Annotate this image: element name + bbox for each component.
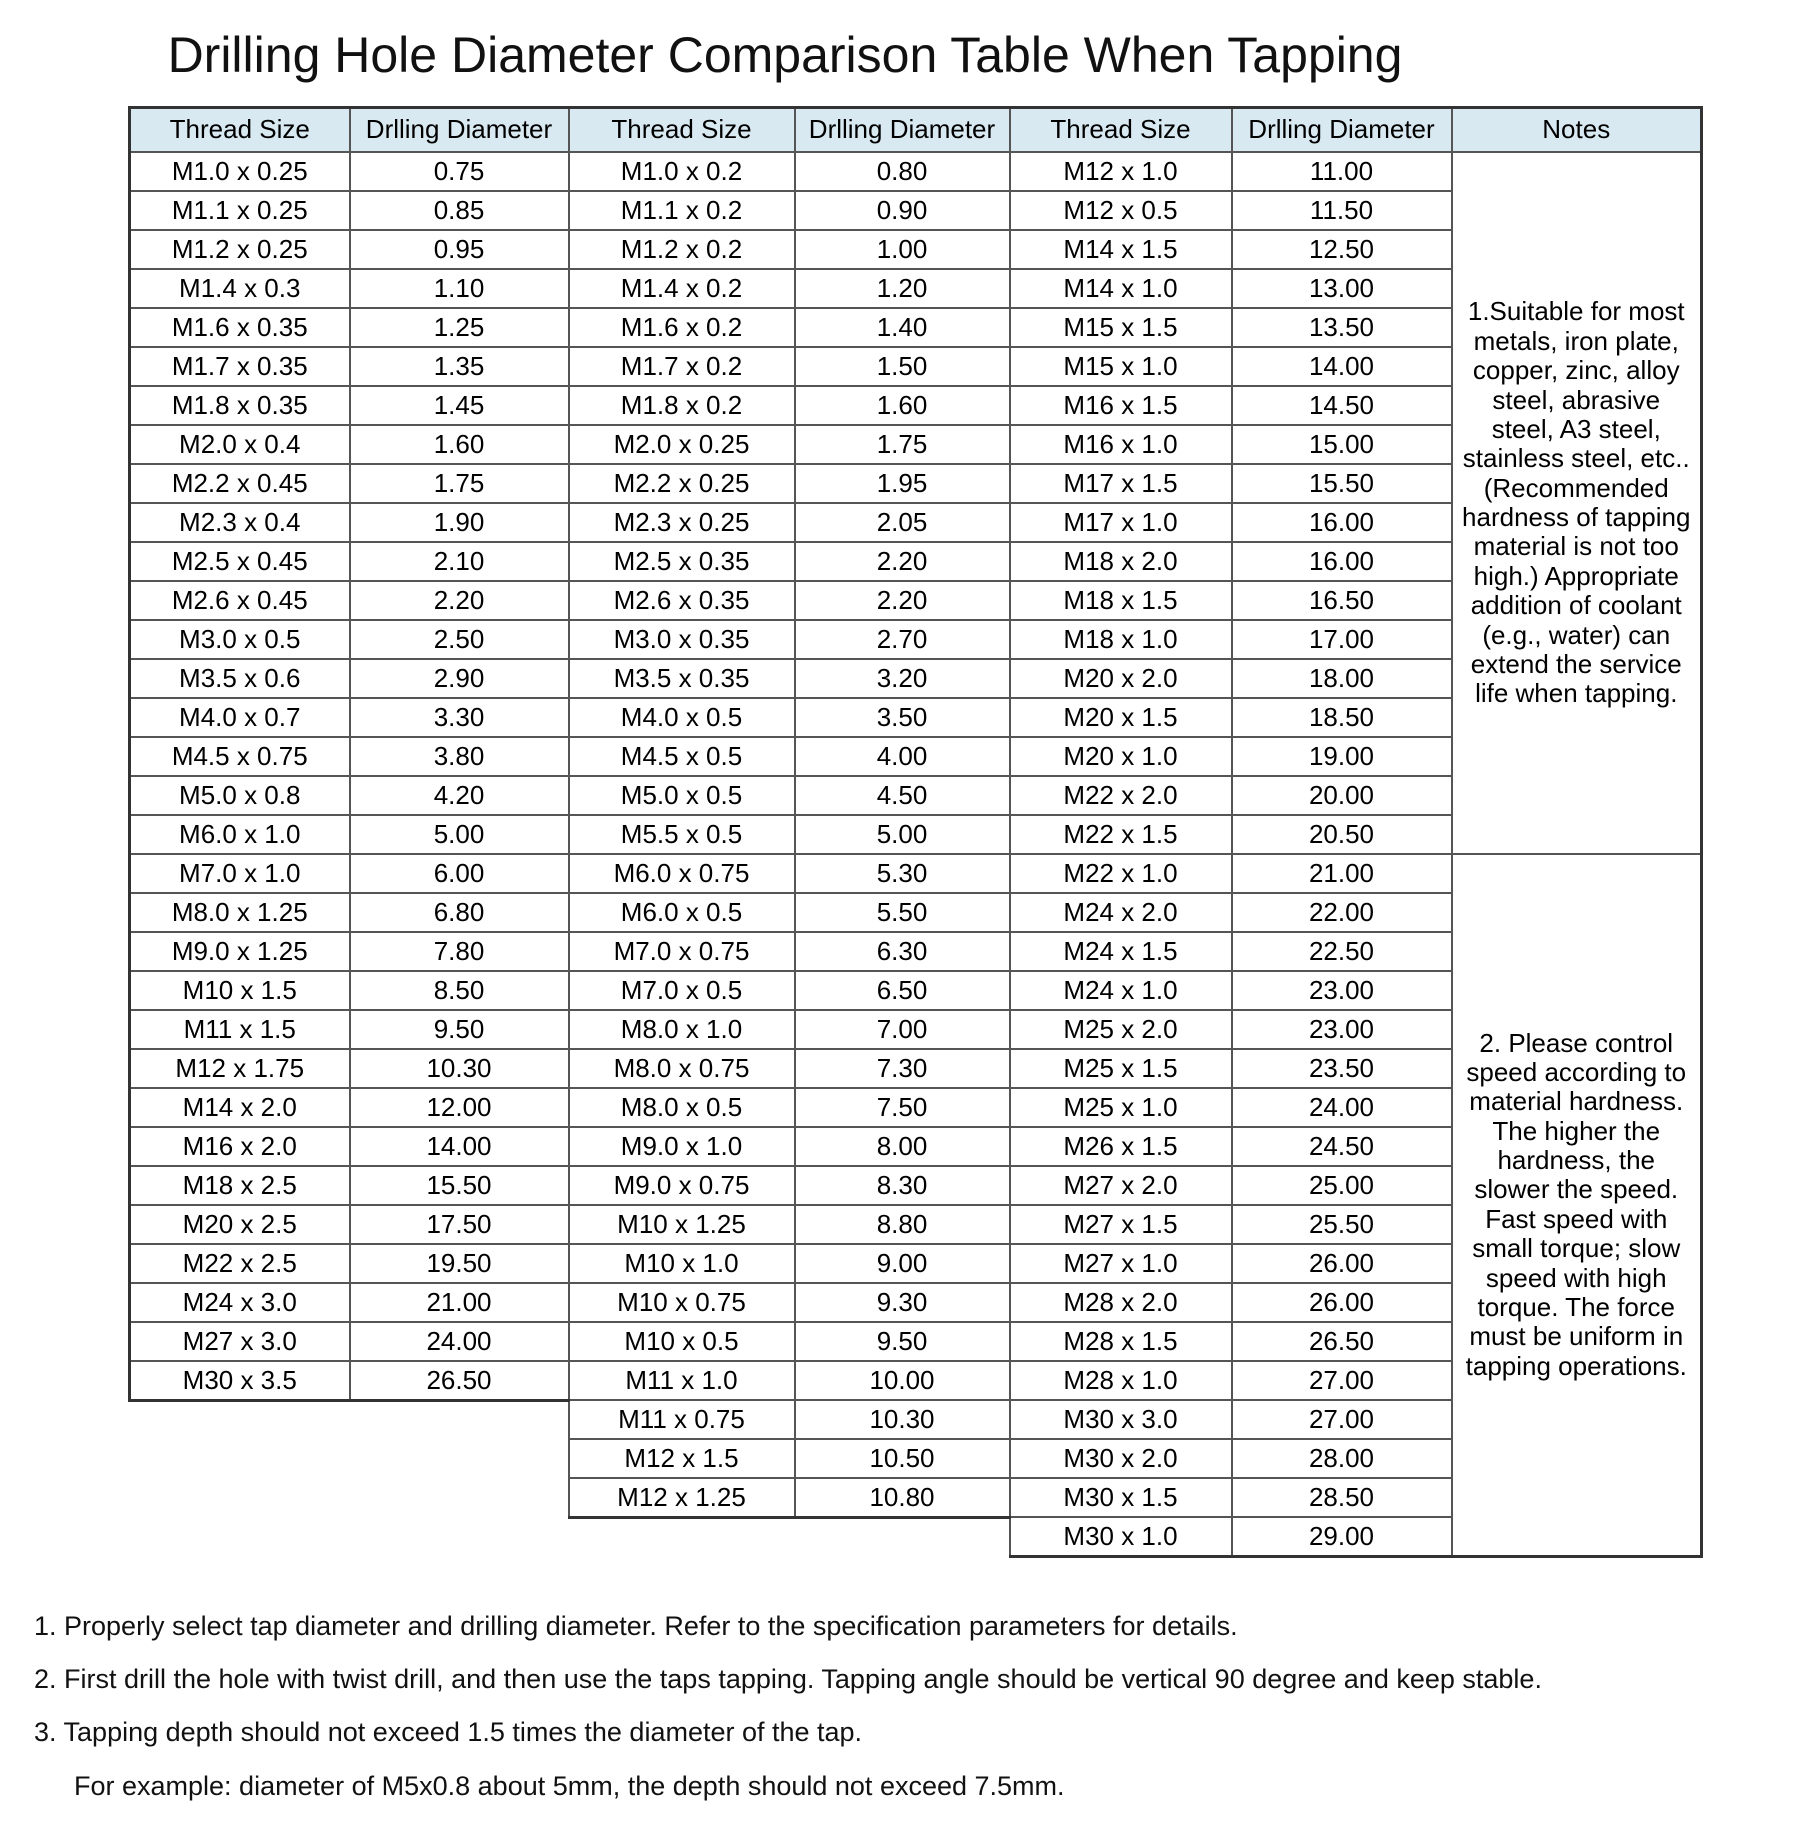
thread-size-cell: M2.5 x 0.45	[130, 542, 350, 581]
thread-size-cell: M8.0 x 1.25	[130, 893, 350, 932]
table-row	[130, 152, 1702, 191]
drilling-diameter-cell: 25.00	[1232, 1166, 1452, 1205]
drilling-diameter-cell: 6.30	[795, 932, 1010, 971]
drilling-diameter-cell: 2.20	[350, 581, 569, 620]
drilling-diameter-cell: 3.50	[795, 698, 1010, 737]
drilling-diameter-cell: 10.30	[350, 1049, 569, 1088]
thread-size-cell: M22 x 1.0	[1010, 854, 1232, 893]
thread-size-cell: M25 x 2.0	[1010, 1010, 1232, 1049]
thread-size-cell: M30 x 1.0	[1010, 1517, 1232, 1556]
drilling-diameter-cell: 2.90	[350, 659, 569, 698]
thread-size-cell: M14 x 1.5	[1010, 230, 1232, 269]
thread-size-cell: M4.5 x 0.75	[130, 737, 350, 776]
drilling-diameter-cell: 16.00	[1232, 503, 1452, 542]
drilling-diameter-cell: 1.90	[350, 503, 569, 542]
thread-size-cell: M7.0 x 1.0	[130, 854, 350, 893]
thread-size-cell: M2.6 x 0.35	[569, 581, 795, 620]
drilling-diameter-cell: 5.50	[795, 893, 1010, 932]
drilling-diameter-cell: 1.95	[795, 464, 1010, 503]
drilling-diameter-cell: 24.50	[1232, 1127, 1452, 1166]
thread-size-cell: M2.5 x 0.35	[569, 542, 795, 581]
void-cell	[130, 1517, 350, 1556]
thread-size-cell: M24 x 1.0	[1010, 971, 1232, 1010]
drilling-diameter-cell: 29.00	[1232, 1517, 1452, 1556]
thread-size-cell: M24 x 2.0	[1010, 893, 1232, 932]
drilling-diameter-cell: 1.00	[795, 230, 1010, 269]
table-body	[130, 152, 1702, 1556]
thread-size-cell: M1.7 x 0.2	[569, 347, 795, 386]
thread-size-cell: M16 x 1.5	[1010, 386, 1232, 425]
void-cell	[569, 1517, 795, 1556]
drilling-comparison-table	[128, 106, 1703, 1558]
thread-size-cell: M8.0 x 1.0	[569, 1010, 795, 1049]
thread-size-cell: M7.0 x 0.75	[569, 932, 795, 971]
thread-size-cell: M4.5 x 0.5	[569, 737, 795, 776]
drilling-diameter-cell: 5.00	[795, 815, 1010, 854]
drilling-diameter-cell: 11.50	[1232, 191, 1452, 230]
thread-size-cell: M28 x 2.0	[1010, 1283, 1232, 1322]
thread-size-cell: M12 x 0.5	[1010, 191, 1232, 230]
drilling-diameter-cell: 18.00	[1232, 659, 1452, 698]
drilling-diameter-cell: 1.20	[795, 269, 1010, 308]
void-cell	[130, 1478, 350, 1517]
thread-size-cell: M20 x 2.5	[130, 1205, 350, 1244]
drilling-diameter-cell: 23.00	[1232, 1010, 1452, 1049]
thread-size-cell: M30 x 3.5	[130, 1361, 350, 1400]
thread-size-cell: M20 x 1.5	[1010, 698, 1232, 737]
thread-size-cell: M14 x 1.0	[1010, 269, 1232, 308]
thread-size-cell: M2.3 x 0.4	[130, 503, 350, 542]
thread-size-cell: M30 x 1.5	[1010, 1478, 1232, 1517]
thread-size-cell: M12 x 1.75	[130, 1049, 350, 1088]
thread-size-cell: M2.0 x 0.4	[130, 425, 350, 464]
drilling-diameter-cell: 27.00	[1232, 1361, 1452, 1400]
footer-note-3-example: For example: diameter of M5x0.8 about 5mm, the depth should not exceed 7.5mm.	[74, 1770, 1065, 1801]
drilling-diameter-cell: 1.45	[350, 386, 569, 425]
page-title: Drilling Hole Diameter Comparison Table When Tapping	[167, 27, 1403, 83]
drilling-diameter-cell: 0.75	[350, 152, 569, 191]
thread-size-cell: M22 x 2.5	[130, 1244, 350, 1283]
footer-note-3: 3. Tapping depth should not exceed 1.5 times the diameter of the tap.	[34, 1717, 863, 1748]
thread-size-cell: M10 x 0.75	[569, 1283, 795, 1322]
thread-size-cell: M16 x 1.0	[1010, 425, 1232, 464]
thread-size-cell: M12 x 1.5	[569, 1439, 795, 1478]
thread-size-cell: M5.5 x 0.5	[569, 815, 795, 854]
thread-size-cell: M8.0 x 0.5	[569, 1088, 795, 1127]
drilling-diameter-cell: 9.00	[795, 1244, 1010, 1283]
thread-size-cell: M2.2 x 0.45	[130, 464, 350, 503]
thread-size-cell: M2.3 x 0.25	[569, 503, 795, 542]
drilling-diameter-cell: 8.30	[795, 1166, 1010, 1205]
drilling-diameter-cell: 23.50	[1232, 1049, 1452, 1088]
thread-size-cell: M3.0 x 0.35	[569, 620, 795, 659]
drilling-diameter-cell: 25.50	[1232, 1205, 1452, 1244]
thread-size-cell: M8.0 x 0.75	[569, 1049, 795, 1088]
thread-size-cell: M1.4 x 0.2	[569, 269, 795, 308]
void-cell	[350, 1439, 569, 1478]
drilling-diameter-cell: 9.50	[350, 1010, 569, 1049]
thread-size-cell: M16 x 2.0	[130, 1127, 350, 1166]
thread-size-cell: M15 x 1.5	[1010, 308, 1232, 347]
thread-size-cell: M28 x 1.0	[1010, 1361, 1232, 1400]
drilling-diameter-cell: 13.50	[1232, 308, 1452, 347]
thread-size-cell: M3.5 x 0.35	[569, 659, 795, 698]
thread-size-cell: M6.0 x 0.5	[569, 893, 795, 932]
thread-size-cell: M2.6 x 0.45	[130, 581, 350, 620]
drilling-diameter-cell: 15.50	[1232, 464, 1452, 503]
drilling-diameter-cell: 2.05	[795, 503, 1010, 542]
thread-size-cell: M14 x 2.0	[130, 1088, 350, 1127]
drilling-diameter-cell: 7.30	[795, 1049, 1010, 1088]
thread-size-cell: M12 x 1.25	[569, 1478, 795, 1517]
drilling-diameter-cell: 9.50	[795, 1322, 1010, 1361]
drilling-diameter-cell: 14.00	[1232, 347, 1452, 386]
drilling-diameter-cell: 22.50	[1232, 932, 1452, 971]
void-cell	[130, 1439, 350, 1478]
drilling-diameter-cell: 2.70	[795, 620, 1010, 659]
notes-cell: 2. Please control speed according to material hardness. The higher the hardness, the slower the speed. Fast speed with small torque; slow speed with high torque. The force must be uniform in tapping operations.	[1452, 854, 1702, 1556]
thread-size-cell: M4.0 x 0.5	[569, 698, 795, 737]
drilling-diameter-cell: 10.80	[795, 1478, 1010, 1517]
drilling-diameter-cell: 26.50	[1232, 1322, 1452, 1361]
drilling-diameter-cell: 8.80	[795, 1205, 1010, 1244]
thread-size-cell: M25 x 1.5	[1010, 1049, 1232, 1088]
drilling-diameter-cell: 21.00	[1232, 854, 1452, 893]
drilling-diameter-cell: 2.20	[795, 542, 1010, 581]
thread-size-cell: M17 x 1.0	[1010, 503, 1232, 542]
header-row	[130, 108, 1702, 153]
drilling-diameter-cell: 8.00	[795, 1127, 1010, 1166]
drilling-diameter-cell: 12.00	[350, 1088, 569, 1127]
drilling-diameter-cell: 1.60	[350, 425, 569, 464]
drilling-diameter-cell: 1.50	[795, 347, 1010, 386]
drilling-diameter-cell: 17.50	[350, 1205, 569, 1244]
drilling-diameter-cell: 0.85	[350, 191, 569, 230]
thread-size-cell: M18 x 1.0	[1010, 620, 1232, 659]
thread-size-cell: M9.0 x 1.25	[130, 932, 350, 971]
thread-size-cell: M27 x 1.0	[1010, 1244, 1232, 1283]
thread-size-cell: M4.0 x 0.7	[130, 698, 350, 737]
thread-size-cell: M11 x 0.75	[569, 1400, 795, 1439]
drilling-diameter-cell: 17.00	[1232, 620, 1452, 659]
thread-size-cell: M17 x 1.5	[1010, 464, 1232, 503]
drilling-diameter-cell: 11.00	[1232, 152, 1452, 191]
thread-size-cell: M15 x 1.0	[1010, 347, 1232, 386]
void-cell	[795, 1517, 1010, 1556]
drilling-diameter-cell: 28.00	[1232, 1439, 1452, 1478]
thread-size-cell: M18 x 2.5	[130, 1166, 350, 1205]
thread-size-cell: M25 x 1.0	[1010, 1088, 1232, 1127]
thread-size-cell: M1.8 x 0.2	[569, 386, 795, 425]
drilling-diameter-cell: 1.35	[350, 347, 569, 386]
drilling-diameter-cell: 2.10	[350, 542, 569, 581]
drilling-diameter-cell: 14.50	[1232, 386, 1452, 425]
void-cell	[350, 1478, 569, 1517]
drilling-diameter-cell: 4.50	[795, 776, 1010, 815]
drilling-diameter-cell: 1.75	[350, 464, 569, 503]
thread-size-cell: M22 x 1.5	[1010, 815, 1232, 854]
thread-size-cell: M1.7 x 0.35	[130, 347, 350, 386]
header-cell-drilling-diameter-3: Drlling Diameter	[1232, 108, 1452, 153]
drilling-diameter-cell: 18.50	[1232, 698, 1452, 737]
thread-size-cell: M1.0 x 0.2	[569, 152, 795, 191]
thread-size-cell: M10 x 1.25	[569, 1205, 795, 1244]
thread-size-cell: M1.2 x 0.25	[130, 230, 350, 269]
thread-size-cell: M7.0 x 0.5	[569, 971, 795, 1010]
void-cell	[350, 1400, 569, 1439]
thread-size-cell: M18 x 2.0	[1010, 542, 1232, 581]
drilling-diameter-cell: 10.50	[795, 1439, 1010, 1478]
header-cell-thread-size-1: Thread Size	[130, 108, 350, 153]
drilling-diameter-cell: 5.00	[350, 815, 569, 854]
drilling-diameter-cell: 0.90	[795, 191, 1010, 230]
thread-size-cell: M6.0 x 1.0	[130, 815, 350, 854]
thread-size-cell: M9.0 x 0.75	[569, 1166, 795, 1205]
thread-size-cell: M1.1 x 0.2	[569, 191, 795, 230]
drilling-diameter-cell: 1.25	[350, 308, 569, 347]
footer-note-1: 1. Properly select tap diameter and drilling diameter. Refer to the specification parameters for details.	[34, 1610, 1238, 1641]
drilling-diameter-cell: 1.75	[795, 425, 1010, 464]
drilling-diameter-cell: 24.00	[1232, 1088, 1452, 1127]
thread-size-cell: M1.6 x 0.35	[130, 308, 350, 347]
drilling-diameter-cell: 3.30	[350, 698, 569, 737]
drilling-diameter-cell: 10.30	[795, 1400, 1010, 1439]
drilling-diameter-cell: 19.00	[1232, 737, 1452, 776]
drilling-diameter-cell: 2.50	[350, 620, 569, 659]
thread-size-cell: M2.2 x 0.25	[569, 464, 795, 503]
thread-size-cell: M1.8 x 0.35	[130, 386, 350, 425]
header-cell-drilling-diameter-1: Drlling Diameter	[350, 108, 569, 153]
drilling-diameter-cell: 28.50	[1232, 1478, 1452, 1517]
drilling-diameter-cell: 7.80	[350, 932, 569, 971]
footer-note-2: 2. First drill the hole with twist drill, and then use the taps tapping. Tapping angle should be vertical 90 degree and keep stable.	[34, 1663, 1542, 1694]
drilling-diameter-cell: 1.60	[795, 386, 1010, 425]
thread-size-cell: M2.0 x 0.25	[569, 425, 795, 464]
thread-size-cell: M1.0 x 0.25	[130, 152, 350, 191]
thread-size-cell: M27 x 1.5	[1010, 1205, 1232, 1244]
notes-cell: 1.Suitable for most metals, iron plate, copper, zinc, alloy steel, abrasive steel, A3 steel, stainless steel, etc..(Recommended hardness of tapping material is not too high.) Appropriate addition of coolant (e.g., water) can extend the service life when tapping.	[1452, 152, 1702, 854]
drilling-diameter-cell: 5.30	[795, 854, 1010, 893]
thread-size-cell: M3.5 x 0.6	[130, 659, 350, 698]
drilling-diameter-cell: 19.50	[350, 1244, 569, 1283]
thread-size-cell: M12 x 1.0	[1010, 152, 1232, 191]
thread-size-cell: M20 x 1.0	[1010, 737, 1232, 776]
thread-size-cell: M10 x 1.0	[569, 1244, 795, 1283]
drilling-diameter-cell: 4.20	[350, 776, 569, 815]
thread-size-cell: M9.0 x 1.0	[569, 1127, 795, 1166]
thread-size-cell: M22 x 2.0	[1010, 776, 1232, 815]
thread-size-cell: M5.0 x 0.8	[130, 776, 350, 815]
thread-size-cell: M24 x 3.0	[130, 1283, 350, 1322]
drilling-diameter-cell: 15.00	[1232, 425, 1452, 464]
thread-size-cell: M1.4 x 0.3	[130, 269, 350, 308]
drilling-diameter-cell: 12.50	[1232, 230, 1452, 269]
thread-size-cell: M1.1 x 0.25	[130, 191, 350, 230]
drilling-diameter-cell: 1.40	[795, 308, 1010, 347]
thread-size-cell: M20 x 2.0	[1010, 659, 1232, 698]
drilling-diameter-cell: 23.00	[1232, 971, 1452, 1010]
drilling-diameter-cell: 4.00	[795, 737, 1010, 776]
header-cell-thread-size-3: Thread Size	[1010, 108, 1232, 153]
drilling-diameter-cell: 13.00	[1232, 269, 1452, 308]
drilling-diameter-cell: 26.00	[1232, 1283, 1452, 1322]
drilling-diameter-cell: 26.00	[1232, 1244, 1452, 1283]
drilling-diameter-cell: 22.00	[1232, 893, 1452, 932]
drilling-diameter-cell: 7.50	[795, 1088, 1010, 1127]
drilling-diameter-cell: 3.20	[795, 659, 1010, 698]
drilling-diameter-cell: 0.95	[350, 230, 569, 269]
drilling-diameter-cell: 15.50	[350, 1166, 569, 1205]
thread-size-cell: M1.2 x 0.2	[569, 230, 795, 269]
thread-size-cell: M30 x 2.0	[1010, 1439, 1232, 1478]
thread-size-cell: M10 x 0.5	[569, 1322, 795, 1361]
footer-notes	[34, 1610, 1784, 1803]
drilling-diameter-cell: 24.00	[350, 1322, 569, 1361]
drilling-diameter-cell: 0.80	[795, 152, 1010, 191]
drilling-diameter-cell: 1.10	[350, 269, 569, 308]
drilling-diameter-cell: 20.00	[1232, 776, 1452, 815]
thread-size-cell: M3.0 x 0.5	[130, 620, 350, 659]
thread-size-cell: M5.0 x 0.5	[569, 776, 795, 815]
thread-size-cell: M26 x 1.5	[1010, 1127, 1232, 1166]
thread-size-cell: M10 x 1.5	[130, 971, 350, 1010]
thread-size-cell: M11 x 1.5	[130, 1010, 350, 1049]
drilling-diameter-cell: 8.50	[350, 971, 569, 1010]
drilling-diameter-cell: 3.80	[350, 737, 569, 776]
drilling-diameter-cell: 27.00	[1232, 1400, 1452, 1439]
header-cell-drilling-diameter-2: Drlling Diameter	[795, 108, 1010, 153]
drilling-diameter-cell: 14.00	[350, 1127, 569, 1166]
thread-size-cell: M18 x 1.5	[1010, 581, 1232, 620]
drilling-diameter-cell: 6.00	[350, 854, 569, 893]
void-cell	[350, 1517, 569, 1556]
page	[0, 26, 1800, 1802]
thread-size-cell: M28 x 1.5	[1010, 1322, 1232, 1361]
void-cell	[130, 1400, 350, 1439]
thread-size-cell: M30 x 3.0	[1010, 1400, 1232, 1439]
thread-size-cell: M11 x 1.0	[569, 1361, 795, 1400]
thread-size-cell: M27 x 3.0	[130, 1322, 350, 1361]
drilling-diameter-cell: 6.50	[795, 971, 1010, 1010]
drilling-diameter-cell: 10.00	[795, 1361, 1010, 1400]
drilling-diameter-cell: 9.30	[795, 1283, 1010, 1322]
drilling-diameter-cell: 16.00	[1232, 542, 1452, 581]
drilling-diameter-cell: 7.00	[795, 1010, 1010, 1049]
header-cell-notes: Notes	[1452, 108, 1702, 153]
table-row	[130, 854, 1702, 893]
drilling-diameter-cell: 21.00	[350, 1283, 569, 1322]
drilling-diameter-cell: 26.50	[350, 1361, 569, 1400]
drilling-diameter-cell: 16.50	[1232, 581, 1452, 620]
drilling-diameter-cell: 20.50	[1232, 815, 1452, 854]
thread-size-cell: M1.6 x 0.2	[569, 308, 795, 347]
thread-size-cell: M24 x 1.5	[1010, 932, 1232, 971]
thread-size-cell: M6.0 x 0.75	[569, 854, 795, 893]
drilling-diameter-cell: 6.80	[350, 893, 569, 932]
thread-size-cell: M27 x 2.0	[1010, 1166, 1232, 1205]
header-cell-thread-size-2: Thread Size	[569, 108, 795, 153]
drilling-diameter-cell: 2.20	[795, 581, 1010, 620]
